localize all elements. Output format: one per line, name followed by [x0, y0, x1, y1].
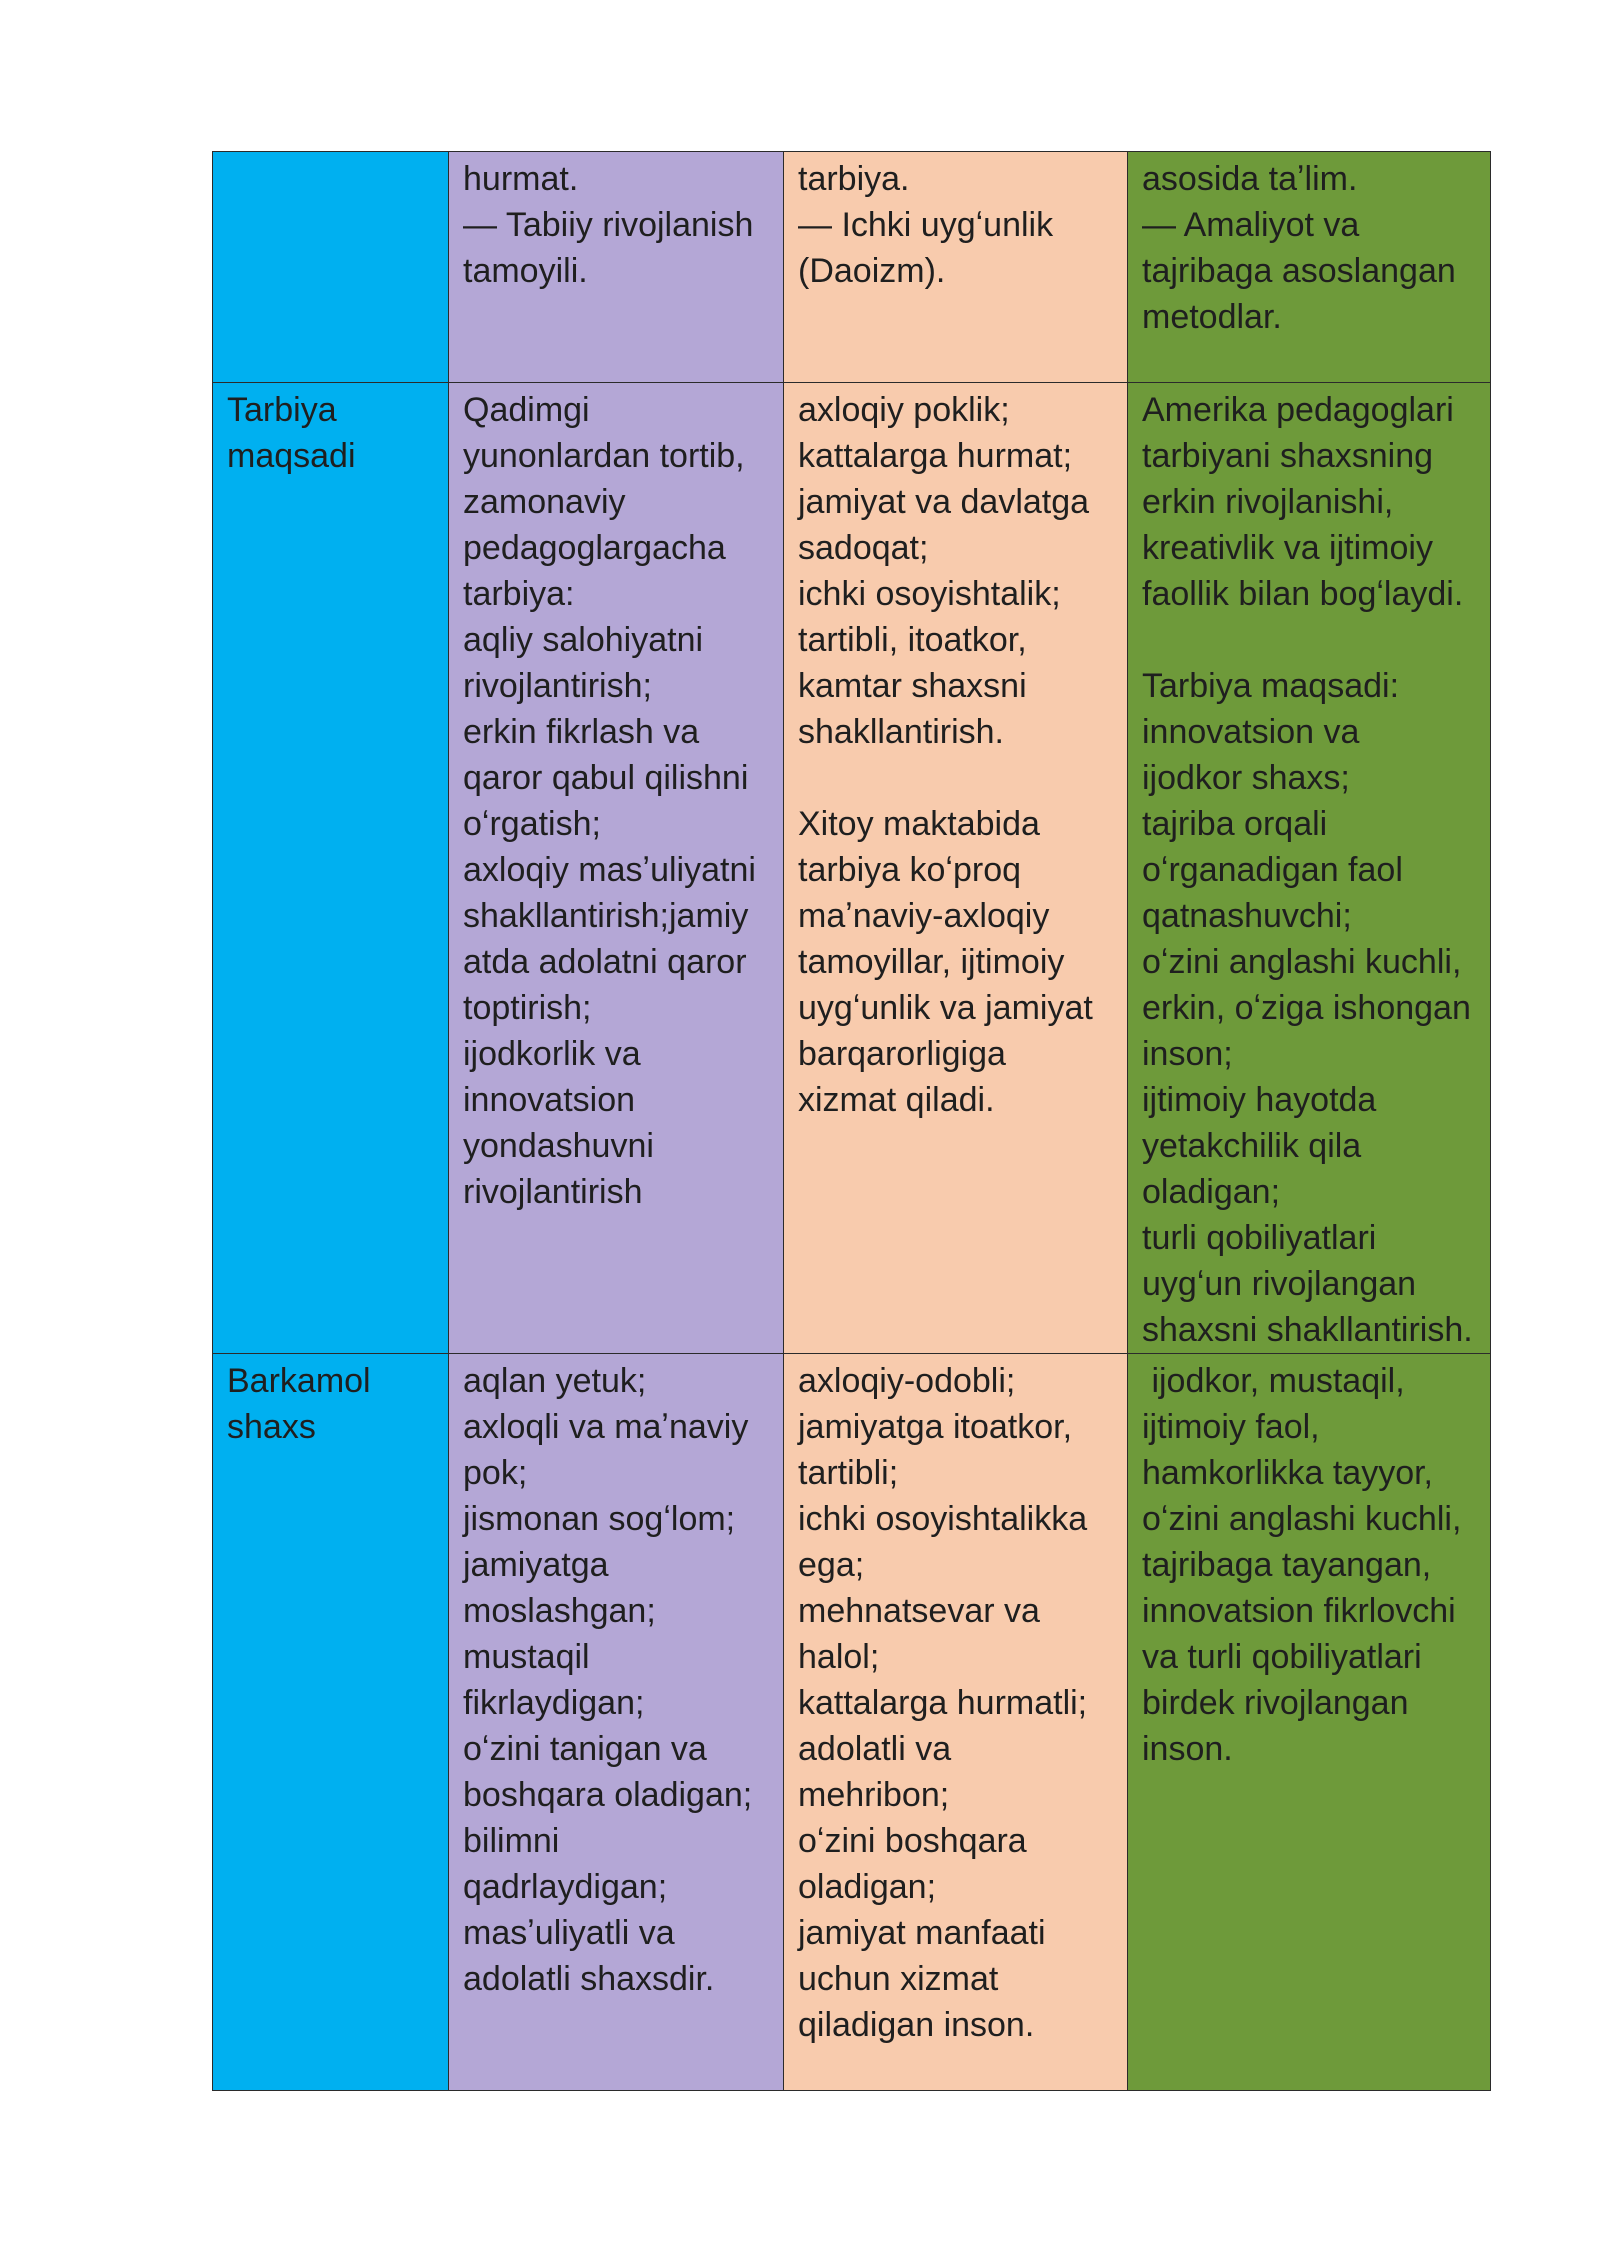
cell-text-line: aqliy salohiyatni	[463, 621, 704, 659]
cell-text-line: — Ichki uygʻunlik	[798, 206, 1054, 244]
cell-text-line: kreativlik va ijtimoiy	[1142, 529, 1433, 567]
cell-text-line: tajribaga tayangan,	[1142, 1546, 1432, 1584]
cell-text-line: shaxs	[227, 1408, 316, 1446]
cell-text-line: oladigan;	[1142, 1173, 1281, 1211]
cell-text-line: axloqli va maʼnaviy	[463, 1408, 749, 1446]
cell-text-line: Qadimgi	[463, 391, 590, 429]
cell-text-line: oʻzini anglashi kuchli,	[1142, 943, 1462, 981]
cell-text-line: qiladigan inson.	[798, 2006, 1035, 2044]
cell-text-line: rivojlantirish;	[463, 667, 652, 705]
cell-text-line: maʼnaviy-axloqiy	[798, 897, 1050, 935]
cell-text-line: — Amaliyot va	[1142, 206, 1360, 244]
cell-text-line: tajriba orqali	[1142, 805, 1328, 843]
cell-text-line: toptirish;	[463, 989, 592, 1027]
table-cell-row3-col4	[1128, 1354, 1491, 2091]
cell-text-line: jamiyat va davlatga	[798, 483, 1090, 521]
cell-text-line: ijodkorlik va	[463, 1035, 641, 1073]
cell-text-line: tarbiya:	[463, 575, 575, 613]
cell-text-line: hamkorlikka tayyor,	[1142, 1454, 1433, 1492]
cell-text-line: ichki osoyishtalik;	[798, 575, 1061, 613]
blank-line	[1142, 617, 1476, 663]
cell-text-line: adolatli va	[798, 1730, 952, 1768]
cell-text-line: pedagoglargacha	[463, 529, 726, 567]
cell-text-line: oʻzini tanigan va	[463, 1730, 707, 1768]
cell-text-line: erkin rivojlanishi,	[1142, 483, 1394, 521]
cell-text-line: innovatsion va	[1142, 713, 1360, 751]
cell-text-line: axloqiy poklik;	[798, 391, 1010, 429]
cell-text-line: ijtimoiy faol,	[1142, 1408, 1320, 1446]
cell-text-line: bilimni	[463, 1822, 560, 1860]
cell-text-line: oʻrgatish;	[463, 805, 601, 843]
cell-text-line: jismonan sogʻlom;	[463, 1500, 736, 1538]
cell-text-line: axloqiy-odobli;	[798, 1362, 1016, 1400]
cell-text-line: halol;	[798, 1638, 880, 1676]
cell-text-line: shakllantirish;jamiy	[463, 897, 749, 935]
cell-text-line: ijodkor, mustaqil,	[1142, 1362, 1405, 1400]
cell-text-line: (Daoizm).	[798, 252, 946, 290]
cell-text-line: uygʻun rivojlangan	[1142, 1265, 1417, 1303]
cell-text-line: inson.	[1142, 1730, 1233, 1768]
cell-text-line: tarbiya.	[798, 160, 910, 198]
cell-text-line: Tarbiya	[227, 391, 337, 429]
table-cell-row3-col2	[449, 1354, 784, 2091]
cell-text-line: tartibli, itoatkor,	[798, 621, 1027, 659]
cell-text-line: uchun xizmat	[798, 1960, 999, 1998]
cell-text-line: oʻzini boshqara	[798, 1822, 1027, 1860]
cell-text-line: qaror qabul qilishni	[463, 759, 749, 797]
cell-text-line: qadrlaydigan;	[463, 1868, 668, 1906]
cell-text-line: tarbiya koʻproq	[798, 851, 1022, 889]
cell-text-line: erkin fikrlash va	[463, 713, 700, 751]
cell-text-line: ijodkor shaxs;	[1142, 759, 1350, 797]
cell-text-line: mustaqil	[463, 1638, 590, 1676]
cell-text-line: ijtimoiy hayotda	[1142, 1081, 1377, 1119]
cell-text-line: oʻrganadigan faol	[1142, 851, 1403, 889]
cell-text-line: va turli qobiliyatlari	[1142, 1638, 1422, 1676]
table-cell-row2-col2	[449, 383, 784, 1354]
cell-text-line: tajribaga asoslangan	[1142, 252, 1456, 290]
row-header-barkamol-shaxs	[213, 1354, 449, 2091]
cell-text-line: — Tabiiy rivojlanish	[463, 206, 754, 244]
cell-text-line: boshqara oladigan;	[463, 1776, 753, 1814]
blank-line	[798, 755, 1113, 801]
cell-text-line: xizmat qiladi.	[798, 1081, 995, 1119]
cell-text-line: tamoyillar, ijtimoiy	[798, 943, 1065, 981]
table-cell-row3-col3	[784, 1354, 1128, 2091]
cell-text-line: zamonaviy	[463, 483, 626, 521]
cell-text-line: jamiyat manfaati	[798, 1914, 1046, 1952]
cell-text-line: hurmat.	[463, 160, 579, 198]
cell-text-line: axloqiy masʼuliyatni	[463, 851, 756, 889]
cell-text-line: aqlan yetuk;	[463, 1362, 647, 1400]
cell-text-line: tarbiyani shaxsning	[1142, 437, 1434, 475]
table-row	[213, 383, 1491, 1354]
cell-text-line: jamiyatga	[463, 1546, 609, 1584]
cell-text-line: rivojlantirish	[463, 1173, 643, 1211]
cell-text-line: yunonlardan tortib,	[463, 437, 745, 475]
cell-text-line: uygʻunlik va jamiyat	[798, 989, 1093, 1027]
cell-text-line: oladigan;	[798, 1868, 937, 1906]
cell-text-line: kamtar shaxsni	[798, 667, 1027, 705]
cell-text-line: asosida taʼlim.	[1142, 160, 1358, 198]
cell-text-line: tamoyili.	[463, 252, 588, 290]
cell-text-line: barqarorligiga	[798, 1035, 1006, 1073]
cell-text-line: innovatsion	[463, 1081, 636, 1119]
cell-text-line: Xitoy maktabida	[798, 805, 1040, 843]
cell-text-line: jamiyatga itoatkor,	[798, 1408, 1073, 1446]
cell-text-line: ichki osoyishtalikka	[798, 1500, 1088, 1538]
cell-text-line: maqsadi	[227, 437, 356, 475]
cell-text-line: yondashuvni	[463, 1127, 654, 1165]
table-cell-row1-col4	[1128, 152, 1491, 383]
table-cell-row1-col3	[784, 152, 1128, 383]
cell-text-line: mehribon;	[798, 1776, 950, 1814]
cell-text-line: fikrlaydigan;	[463, 1684, 645, 1722]
cell-text-line: pok;	[463, 1454, 528, 1492]
cell-text-line: shakllantirish.	[798, 713, 1004, 751]
cell-text-line: yetakchilik qila	[1142, 1127, 1362, 1165]
row-header-tarbiya-maqsadi	[213, 383, 449, 1354]
cell-text-line: oʻzini anglashi kuchli,	[1142, 1500, 1462, 1538]
cell-text-line: mehnatsevar va	[798, 1592, 1040, 1630]
table-row	[213, 152, 1491, 383]
table-cell-row2-col4	[1128, 383, 1491, 1354]
cell-text-line: moslashgan;	[463, 1592, 656, 1630]
cell-text-line: erkin, oʻziga ishongan	[1142, 989, 1471, 1027]
table-row	[213, 1354, 1491, 2091]
cell-text-line: faollik bilan bogʻlaydi.	[1142, 575, 1464, 613]
cell-text-line: sadoqat;	[798, 529, 929, 567]
cell-text-line: tartibli;	[798, 1454, 899, 1492]
cell-text-line: turli qobiliyatlari	[1142, 1219, 1377, 1257]
table-cell-row1-col2	[449, 152, 784, 383]
cell-text-line: Barkamol	[227, 1362, 371, 1400]
comparison-table	[212, 151, 1491, 2091]
cell-text-line: metodlar.	[1142, 298, 1282, 336]
cell-text-line: ega;	[798, 1546, 865, 1584]
table-cell-row2-col3	[784, 383, 1128, 1354]
cell-text-line: kattalarga hurmatli;	[798, 1684, 1088, 1722]
table-cell-row1-col1	[213, 152, 449, 383]
cell-text-line: atda adolatni qaror	[463, 943, 747, 981]
cell-text-line: innovatsion fikrlovchi	[1142, 1592, 1456, 1630]
cell-text-line: Tarbiya maqsadi:	[1142, 667, 1400, 705]
cell-text-line: shaxsni shakllantirish.	[1142, 1311, 1473, 1349]
cell-text-line: kattalarga hurmat;	[798, 437, 1073, 475]
cell-text-line: qatnashuvchi;	[1142, 897, 1352, 935]
cell-text-line: adolatli shaxsdir.	[463, 1960, 715, 1998]
cell-text-line: birdek rivojlangan	[1142, 1684, 1409, 1722]
cell-text-line: Amerika pedagoglari	[1142, 391, 1454, 429]
cell-text-line: inson;	[1142, 1035, 1233, 1073]
cell-text-line: masʼuliyatli va	[463, 1914, 675, 1952]
